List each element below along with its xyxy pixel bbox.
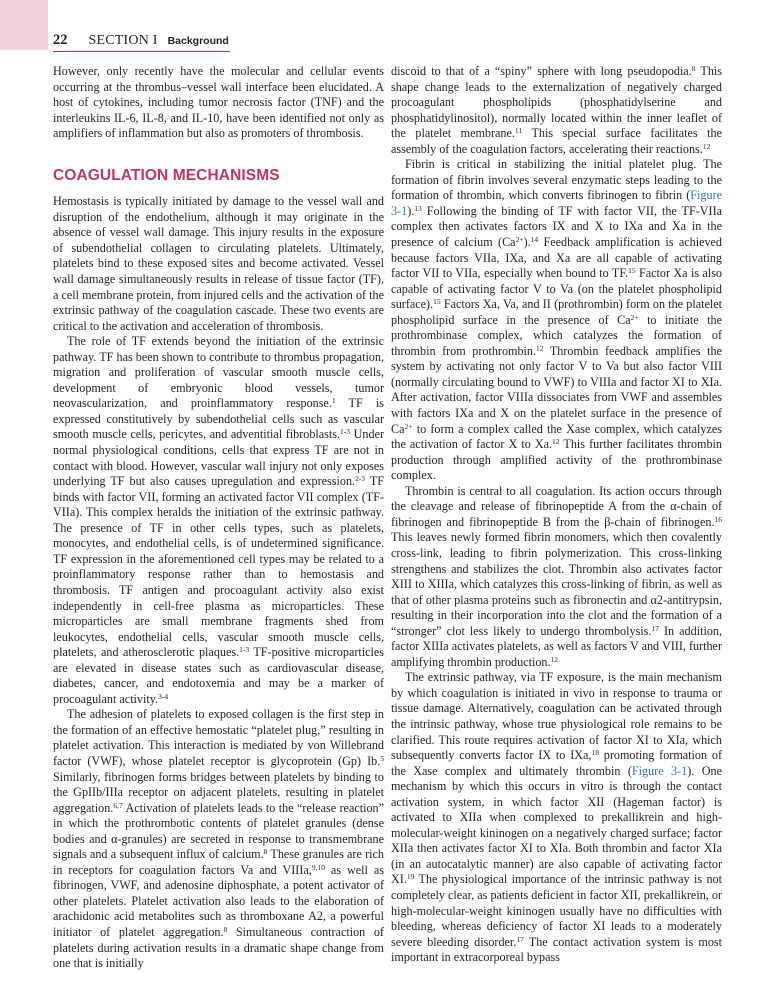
citation-superscript: 5 [380,753,384,763]
paragraph-text: This special surface facilitates the assembly of the coagulation factors, accelerating their reactions. [391,126,722,156]
citation-superscript: 1-3 [239,645,250,655]
citation-superscript: 18 [591,748,599,758]
paragraph-text: Similarly, fibrinogen forms bridges between platelets by binding to the GpIIb/IIIa receptor on adjacent platelets, resulting in platelet aggregation. [53,769,384,815]
citation-superscript: 17 [651,623,659,633]
section-heading: COAGULATION MECHANISMS [53,166,280,184]
citation-superscript: 12 [550,654,558,664]
paragraph [53,194,384,334]
paragraph-text: The contact activation system is most important in extracorporeal bypass [391,934,722,965]
paragraph-text: Fibrin is critical in stabilizing the initial platelet plug. The formation of fibrin involves several enzymatic steps leading to the formation of thrombin, which converts fibrinogen to fibrin ( [391,157,722,203]
paragraph-text: Hemostasis is typically initiated by damage to the vessel wall and disruption of the endothelium, although it may originate in the absence of vessel wall damage. This injury results in the exposure of subendothelial collagen to circulating platelets. Ultimately, platelets bind to these exposed sites and become activated. Vessel wall damage simultaneously results in release of tissue factor (TF), a cell membrane protein, from injured cells and the activation of the extrinsic pathway of the coagulation cascade. These two events are critical to the activation and acceleration of thrombosis. [53,194,384,333]
citation-superscript: 12 [536,343,544,353]
running-header [53,31,230,52]
figure-reference-link[interactable]: Figure 3-1 [391,188,722,218]
paragraph-text: These granules are rich in receptors for coagulation factors Va and VIIIa, [53,847,384,877]
paragraph-text: Simultaneous contraction of platelets during activation results in a dramatic shape change from one that is initially [53,924,384,971]
paragraph-text: Factor Xa is also capable of activating factor V to Va (on the platelet phospholipid surface). [391,266,722,312]
paragraph-text: to form a complex called the Xase complex, which catalyzes the activation of factor X to Xa. [391,421,722,452]
section-title: Background [167,35,229,47]
citation-superscript: 11 [514,126,523,136]
section-label: SECTION I [88,33,158,48]
paragraph-text: The extrinsic pathway, via TF exposure, is the main mechanism by which coagulation is initiated in vivo in response to trauma or tissue damage. Alternatively, coagulation can be activated through the intrinsic pathway, whose true physiological role remains to be clarified. This route requires activation of factor XI to XIa, which subsequently converts factor IX to IXa, [391,670,722,763]
paragraph [53,334,384,707]
paragraph-text: promoting formation of the Xase complex and ultimately thrombin ( [391,748,722,778]
citation-superscript: 16 [714,514,722,524]
citation-superscript: 1 [331,396,336,406]
paragraph-text: However, only recently have the molecular and cellular events occurring at the thrombus–vessel wall interface been elucidated. A host of cytokines, including tumor necrosis factor (TNF) and the interleukins IL-6, IL-8, and IL-10, have been identified not only as amplifiers of inflammation but also as promoters of thrombosis. [53,64,384,141]
citation-superscript: 2-3 [355,474,366,484]
citation-superscript: 17 [516,934,524,944]
paragraph-text: The role of TF extends beyond the initiation of the extrinsic pathway. TF has been shown to contribute to thrombus propagation, migration and proliferation of vascular smooth muscle cells, development of embryonic blood vessels, tumor neovascularization, and proinflammatory response. [53,334,384,411]
citation-superscript: 2+ [404,421,413,431]
citation-superscript: 2+ [515,235,524,245]
paragraph-text: ). One mechanism by which this occurs in vitro is through the contact activation system, in which factor XII (Hageman factor) is activated to XIIa when complexed to prekallikrein and high-molecular-weight kininogen on a negatively charged surface; factor XIIa then activates factor XI to XIa. Both thrombin and factor XIa (in an autocatalytic manner) are also capable of activating factor XI. [391,763,722,887]
paragraph [53,64,384,142]
right-body [391,64,722,966]
citation-superscript: 6,7 [113,800,123,810]
citation-superscript: 8 [263,847,268,857]
paragraph-text: Feedback amplification is achieved because factors VIIa, IXa, and Xa are all capable of activating factor VII to VIIa, especially when bound to TF. [391,235,723,281]
citation-superscript: 9,10 [311,862,325,872]
citation-superscript: 8 [223,924,228,934]
paragraph-text: Under normal physiological conditions, cells that express TF are not in contact with blood. However, vascular wall injury not only exposes underlying TF but also causes upregulation and expression. [53,427,385,489]
paragraph-text: This further facilitates thrombin production through amplified activity of the prothrombinase complex. [391,437,722,483]
page-edge-tab [0,0,48,50]
citation-superscript: 13 [414,203,422,213]
citation-superscript: 12 [702,141,711,151]
paragraph-text: Activation of platelets leads to the “release reaction” in which the prothrombotic contents of platelet granules (dense bodies and α-granules) are secreted in response to transmembrane signals and a subsequent influx of calcium. [53,800,384,862]
paragraph-text: In addition, factor XIIIa activates platelets, as well as factors V and VIII, further amplifying thrombin production. [391,623,722,669]
paragraph-text: The physiological importance of the intrinsic pathway is not completely clear, as patients deficient in factor XII, prekallikrein, or high-molecular-weight kininogen usually have no difficulties with bleeding, whereas deficiency of factor XI leads to a moderately severe bleeding disorder. [391,872,722,949]
citation-superscript: 14 [530,235,539,245]
citation-superscript: 19 [406,872,415,882]
paragraph-text: TF binds with factor VII, forming an activated factor VII complex (TF-VIIa). This complex heralds the initiation of the extrinsic pathway. The presence of TF in other cells types, such as platelets, monocytes, and endothelial cells, is of undetermined significance. TF expression in the aforementioned cell types may be related to a proinflammatory response rather than to hemostasis and thrombosis. TF antigen and procoagulant activity also exist independently in cell-free plasma as microparticles. These microparticles are small membrane fragments shed from leukocytes, endothelial cells, vascular smooth muscle cells, platelets, and atherosclerotic plaques. [53,474,384,660]
paragraph-text: Thrombin feedback amplifies the system by activating not only factor V to Va but also factor VIII (normally circulating bound to VWF) to VIIIa and factor XI to XIa. After activation, factor VIIIa dissociates from VWF and assembles with factors IXa and X on the platelet surface in the presence of Ca [391,343,722,436]
paragraph [53,707,384,971]
paragraph [391,484,722,671]
paragraph-text: This leaves newly formed fibrin monomers, which then covalently cross-link, leading to fibrin polymerization. This cross-linking strengthens and stabilizes the clot. Thrombin also activates factor XIII to XIIIa, which catalyzes this cross-linking of fibrin, as well as that of other plasma proteins such as fibronectin and α2-antitrypsin, resulting in their incorporation into the clot and the formation of a “stronger” clot less likely to undergo thrombolysis. [391,530,722,638]
citation-superscript: 2+ [630,312,639,322]
citation-superscript: 1-3 [340,427,351,437]
paragraph-text: as well as fibrinogen, VWF, and adenosine diphosphate, a potent activator of other platelets. Platelet activation also leads to the elaboration of arachidonic acid metabolites such as thromboxane A2, a powerful initiator of platelet aggregation. [53,862,384,939]
paragraph-text: Following the binding of TF with factor VII, the TF-VIIa complex then activates factors IX and X to IXa and Xa in the presence of calcium (Ca [391,203,722,250]
citation-superscript: 15 [628,266,636,276]
paragraph [391,670,722,965]
right-column [391,64,722,966]
left-body [53,194,384,971]
citation-superscript: 3-4 [158,691,169,701]
citation-superscript: 12 [552,437,560,447]
citation-superscript: 8 [691,64,696,73]
paragraph-text: The adhesion of platelets to exposed collagen is the first step in the formation of an effective hemostatic “platelet plug,” resulting in platelet activation. This interaction is mediated by von Willebrand factor (VWF), whose platelet receptor is glycoprotein (Gp) Ib. [53,707,384,768]
paragraph-text: This shape change leads to the externalization of negatively charged procoagulant phospholipids (phosphatidylserine and phosphatidylinositol), normally located within the inner leaflet of the platelet membrane. [391,64,722,141]
paragraph [391,64,722,157]
paragraph-text: ). [523,235,531,250]
paragraph-text: to initiate the prothrombinase complex, which catalyzes the formation of thrombin from prothrombin. [391,312,722,358]
paragraph-text: TF is expressed constitutively by subendothelial cells such as vascular smooth muscle cells, pericytes, and adventitial fibroblasts. [53,396,384,442]
paragraph-text: Factors Xa, Va, and II (prothrombin) form on the platelet phospholipid surface in the presence of Ca [391,297,722,327]
left-column [53,64,384,972]
page-number: 22 [53,32,68,48]
paragraph-text: TF-positive microparticles are elevated in disease states such as cardiovascular disease, diabetes, cancer, and endotoxemia and may be a marker of procoagulant activity. [53,645,384,706]
paragraph-text: discoid to that of a “spiny” sphere with long pseudopodia. [391,64,692,78]
intro-text [53,64,384,142]
figure-reference-link[interactable]: Figure 3-1 [631,763,688,778]
paragraph [391,157,722,483]
paragraph-text: ). [407,203,415,218]
paragraph-text: Thrombin is central to all coagulation. Its action occurs through the cleavage and release of fibrinopeptide A from the α-chain of fibrinogen and fibrinopeptide B from the β-chain of fibrinogen. [391,483,722,529]
citation-superscript: 15 [433,297,441,307]
